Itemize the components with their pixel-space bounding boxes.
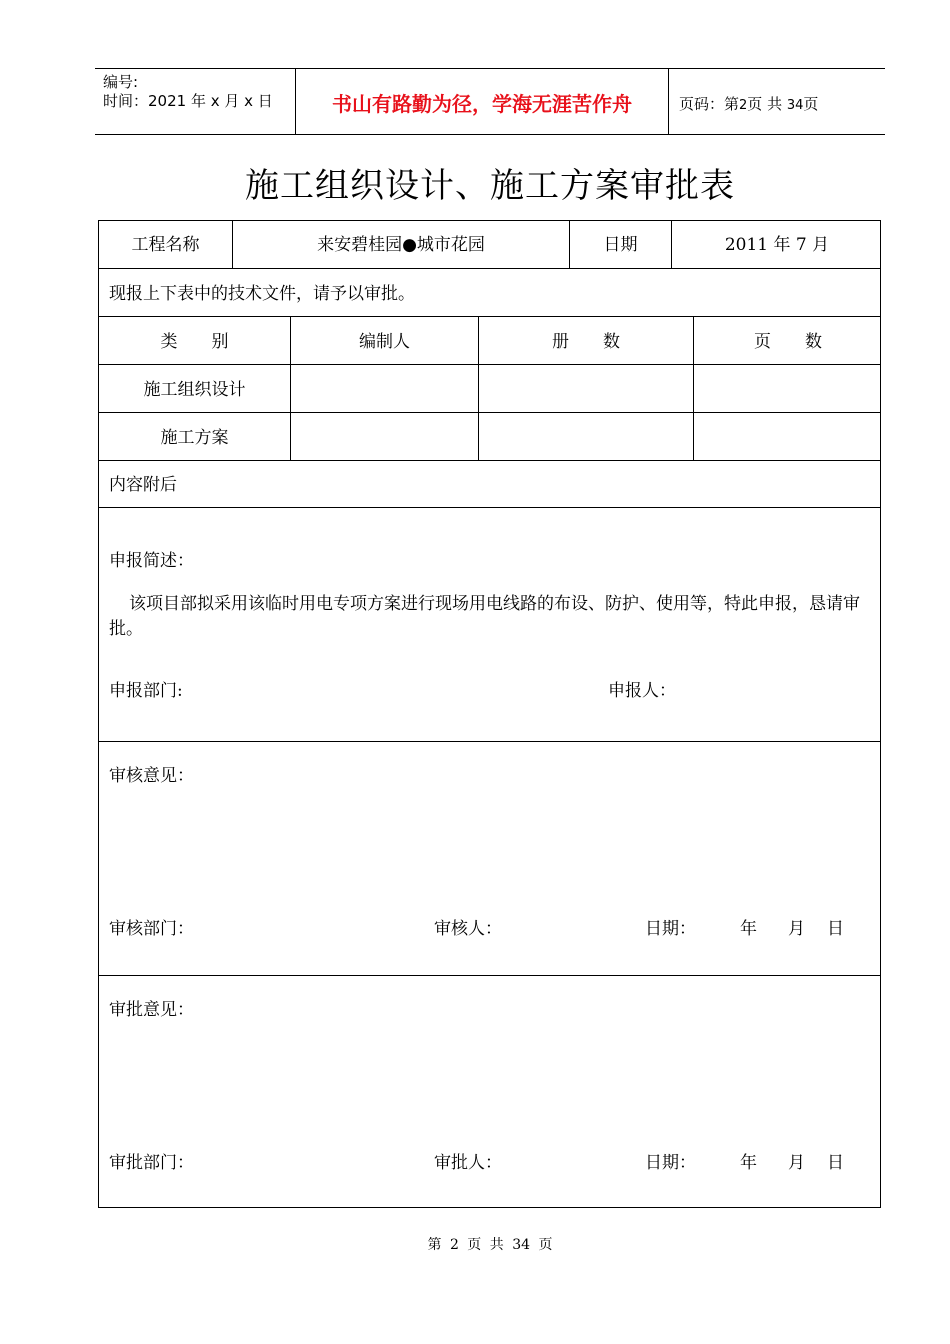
row-divider	[99, 412, 880, 413]
page-footer: 第 2 页 共 34 页	[427, 1237, 553, 1253]
page-suffix: 页	[803, 95, 819, 113]
row-divider	[99, 507, 880, 508]
review-month-label: 月	[788, 919, 805, 939]
approval-dept-label: 审批部门：	[109, 1153, 194, 1173]
declaration-dept-label: 申报部门:	[109, 681, 183, 701]
declaration-label: 申报简述：	[109, 551, 194, 571]
declaration-person-label: 申报人：	[608, 681, 676, 701]
row-divider	[99, 316, 880, 317]
table-row-category: 施工组织设计	[143, 380, 246, 400]
review-day-label: 日	[827, 919, 844, 939]
row-divider	[99, 741, 880, 742]
table-row-category: 施工方案	[160, 428, 229, 448]
page-title: 施工组织设计、施工方案审批表	[245, 166, 735, 206]
page-prefix: 页码：第	[679, 95, 740, 113]
header-divider	[668, 69, 669, 134]
time-label: 时间：2021 年 x 月 x 日	[103, 92, 273, 110]
column-header-volumes: 册 数	[552, 332, 620, 352]
project-name-label: 工程名称	[131, 235, 200, 255]
approval-date-label: 日期：	[645, 1153, 696, 1173]
intro-text: 现报上下表中的技术文件，请予以审批。	[109, 284, 415, 304]
row-divider	[99, 268, 880, 269]
review-date-label: 日期：	[645, 919, 696, 939]
date-label: 日期	[603, 235, 638, 255]
review-opinion-label: 审核意见：	[109, 766, 194, 786]
column-header-pages: 页 数	[754, 332, 822, 352]
approval-opinion-label: 审批意见：	[109, 1000, 194, 1020]
header-page-number	[679, 94, 818, 116]
column-header-author: 编制人	[359, 332, 410, 352]
header-meta	[103, 73, 293, 111]
page-header	[95, 68, 885, 135]
column-header-category: 类 别	[160, 332, 229, 352]
declaration-text: 该项目部拟采用该临时用电专项方案进行现场用电线路的布设、防护、使用等，特此申报，恳请审批。	[109, 594, 860, 639]
review-year-label: 年	[740, 919, 757, 939]
review-dept-label: 审核部门：	[109, 919, 194, 939]
page-total: 34	[786, 98, 804, 113]
page-current: 2	[739, 98, 748, 113]
row-divider	[99, 364, 880, 365]
review-person-label: 审核人：	[434, 919, 502, 939]
approval-year-label: 年	[740, 1153, 757, 1173]
approval-month-label: 月	[788, 1153, 805, 1173]
header-motto: 书山有路勤为径，学海无涯苦作舟	[332, 92, 632, 116]
date-value: 2011 年 7 月	[724, 235, 830, 255]
approval-person-label: 审批人：	[434, 1153, 502, 1173]
row-divider	[99, 460, 880, 461]
page-mid: 页 共	[747, 95, 783, 113]
row-divider	[99, 975, 880, 976]
serial-number-label: 编号:	[103, 73, 139, 91]
attachment-note: 内容附后	[109, 475, 177, 495]
approval-day-label: 日	[827, 1153, 844, 1173]
project-name-value: 来安碧桂园●城市花园	[317, 235, 485, 255]
approval-form	[98, 220, 881, 1208]
